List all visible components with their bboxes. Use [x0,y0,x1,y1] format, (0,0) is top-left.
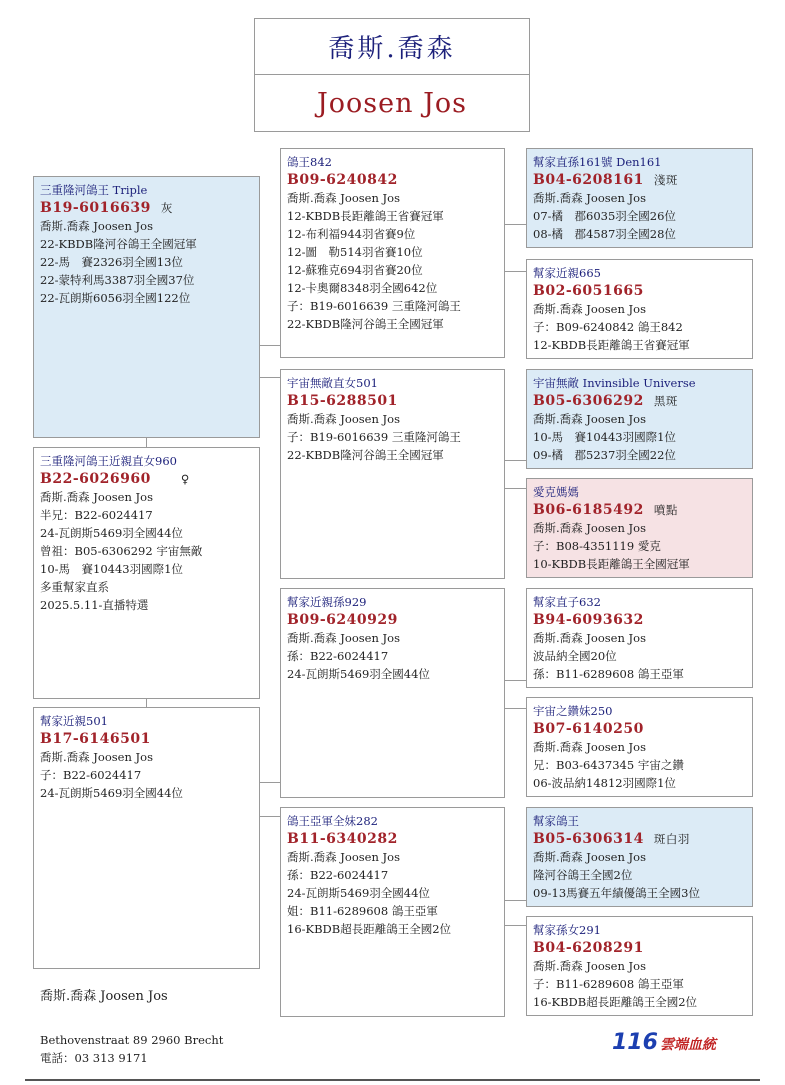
connector [504,708,526,709]
info-line: 22-瓦朗斯6056羽全國122位 [40,291,191,305]
info-line: 24-瓦朗斯5469羽全國44位 [287,886,430,900]
info-line: 喬斯.喬森 Joosen Jos [287,191,400,205]
info-line: 10-馬 賽10443羽國際1位 [40,562,183,576]
divider [25,1079,760,1081]
pigeon-card-great-grandparent[interactable] [526,148,753,248]
pigeon-title: 幫家近親665 [533,266,601,280]
info-line: 08-橘 郡4587羽全國28位 [533,227,676,241]
ring-number: B94-6093632 [533,612,644,628]
info-line: 喬斯.喬森 Joosen Jos [533,302,646,316]
pigeon-card-grandparent[interactable] [280,369,505,579]
pigeon-card-great-grandparent[interactable] [526,588,753,688]
breeder-phone: 電話：03 313 9171 [40,1051,148,1065]
info-line: 16-KBDB超長距離鴿王全國2位 [533,995,698,1009]
info-line: 喬斯.喬森 Joosen Jos [533,740,646,754]
info-line: 子：B09-6240842 鴿王842 [533,320,683,334]
pigeon-card-main[interactable] [33,176,260,438]
info-line: 07-橘 郡6035羽全國26位 [533,209,676,223]
ring-number: B04-6208291 [533,940,644,956]
info-line: 曾祖：B05-6306292 宇宙無敵 [40,544,203,558]
connector [146,698,147,707]
ring-number: B17-6146501 [40,731,151,747]
info-line: 09-13馬賽五年績優鴿王全國3位 [533,886,700,900]
ring-number: B09-6240929 [287,612,398,628]
info-line: 22-KBDB隆河谷鴿王全國冠軍 [287,448,444,462]
pigeon-title: 幫家鴿王 [533,814,579,828]
ring-number: B09-6240842 [287,172,398,188]
info-line: 子：B08-4351119 愛克 [533,539,661,553]
info-line: 2025.5.11-直播特選 [40,598,149,612]
connector [504,460,526,461]
info-line: 喬斯.喬森 Joosen Jos [40,490,153,504]
info-line: 06-波品納14812羽國際1位 [533,776,676,790]
info-line: 喬斯.喬森 Joosen Jos [533,191,646,205]
connector [146,437,147,447]
pedigree-header [254,18,530,132]
info-line: 子：B11-6289608 鴿王亞軍 [533,977,684,991]
info-line: 12-卡奧爾8348羽全國642位 [287,281,438,295]
info-line: 09-橘 郡5237羽全國22位 [533,448,676,462]
breeder-name: 喬斯.喬森 Joosen Jos [40,989,168,1004]
info-line: 喬斯.喬森 Joosen Jos [533,959,646,973]
pigeon-color: 黑斑 [653,394,678,408]
ring-number: B05-6306292 黑斑 [533,393,678,409]
pigeon-card-grandparent[interactable] [280,148,505,358]
info-line: 12-蘇雅克694羽省賽20位 [287,263,423,277]
info-line: 喬斯.喬森 Joosen Jos [40,219,153,233]
pigeon-color: 噴點 [653,503,678,517]
pigeon-color: 灰 [160,201,173,215]
pigeon-title: 宇宙之鑽妹250 [533,704,613,718]
connector [259,345,280,346]
info-line: 姐：B11-6289608 鴿王亞軍 [287,904,438,918]
info-line: 24-瓦朗斯5469羽全國44位 [40,526,183,540]
breeder-address: Bethovenstraat 89 2960 Brecht [40,1033,224,1047]
info-line: 22-馬 賽2326羽全國13位 [40,255,183,269]
info-line: 24-瓦朗斯5469羽全國44位 [287,667,430,681]
ring-number: B06-6185492 噴點 [533,502,678,518]
pigeon-color: 斑白羽 [653,832,690,846]
connector [504,900,526,901]
pigeon-title: 幫家近親501 [40,714,108,728]
info-line: 16-KBDB超長距離鴿王全國2位 [287,922,452,936]
info-line: 喬斯.喬森 Joosen Jos [533,521,646,535]
info-line: 10-馬 賽10443羽國際1位 [533,430,676,444]
pigeon-title: 鴿王842 [287,155,332,169]
connector [504,271,526,272]
site-logo[interactable] [612,1030,716,1055]
connector [504,488,526,489]
info-line: 子：B19-6016639 三重隆河鴿王 [287,430,461,444]
pigeon-title: 愛克媽媽 [533,485,579,499]
pigeon-card-great-grandparent[interactable] [526,916,753,1016]
pigeon-card-great-grandparent[interactable] [526,259,753,359]
ring-number: B05-6306314 斑白羽 [533,831,690,847]
info-line: 喬斯.喬森 Joosen Jos [287,412,400,426]
ring-number: B04-6208161 淺斑 [533,172,678,188]
pigeon-card-great-grandparent[interactable] [526,807,753,907]
pigeon-color: 淺斑 [653,173,678,187]
info-line: 喬斯.喬森 Joosen Jos [533,850,646,864]
info-line: 22-KBDB隆河谷鴿王全國冠軍 [40,237,197,251]
info-line: 孫：B11-6289608 鴿王亞軍 [533,667,684,681]
info-line: 子：B19-6016639 三重隆河鴿王 [287,299,461,313]
connector [259,782,280,783]
info-line: 10-KBDB長距離鴿王全國冠軍 [533,557,690,571]
info-line: 12-布利福944羽省賽9位 [287,227,416,241]
pigeon-card-grandparent[interactable] [280,588,505,798]
pigeon-title: 宇宙無敵 Invinsible Universe [533,376,696,390]
ring-number: B15-6288501 [287,393,398,409]
pigeon-title: 幫家直子632 [533,595,601,609]
info-line: 喬斯.喬森 Joosen Jos [287,850,400,864]
connector [504,224,526,225]
header-name-cn: 喬斯.喬森 [255,19,529,75]
ring-number: B19-6016639 灰 [40,200,173,216]
pigeon-title: 三重隆河鴿王 Triple [40,183,148,197]
info-line: 喬斯.喬森 Joosen Jos [533,412,646,426]
pigeon-card-parent[interactable] [33,707,260,969]
connector [259,816,280,817]
info-line: 孫：B22-6024417 [287,649,389,663]
info-line: 波品納全國20位 [533,649,617,663]
ring-number: B11-6340282 [287,831,398,847]
ring-number: B07-6140250 [533,721,644,737]
connector [504,680,526,681]
info-line: 半兄：B22-6024417 [40,508,153,522]
info-line: 隆河谷鴿王全國2位 [533,868,633,882]
ring-number: B22-6026960 ♀ [40,471,190,487]
info-line: 22-蒙特利馬3387羽全國37位 [40,273,195,287]
info-line: 兄：B03-6437345 宇宙之鑽 [533,758,684,772]
pigeon-card-grandparent[interactable] [280,807,505,1017]
info-line: 孫：B22-6024417 [287,868,389,882]
info-line: 12-KBDB長距離鴿王省賽冠軍 [533,338,690,352]
connector [504,925,526,926]
pigeon-card-parent[interactable] [33,447,260,699]
info-line: 24-瓦朗斯5469羽全國44位 [40,786,183,800]
header-name-en: Joosen Jos [316,88,468,119]
pigeon-card-great-grandparent[interactable] [526,478,753,578]
pigeon-title: 幫家孫女291 [533,923,601,937]
pigeon-sex: ♀ [180,472,190,486]
pigeon-card-great-grandparent[interactable] [526,697,753,797]
ring-number: B02-6051665 [533,283,644,299]
info-line: 12-圖 勒514羽省賽10位 [287,245,423,259]
connector [259,377,280,378]
logo-number: 116 [612,1030,658,1055]
pigeon-title: 幫家直孫161號 Den161 [533,155,662,169]
info-line: 12-KBDB長距離鴿王省賽冠軍 [287,209,444,223]
info-line: 喬斯.喬森 Joosen Jos [287,631,400,645]
pigeon-title: 鴿王亞軍全妹282 [287,814,378,828]
pigeon-title: 三重隆河鴿王近親直女960 [40,454,177,468]
logo-text: 雲端血統 [659,1037,716,1053]
pigeon-title: 幫家近親孫929 [287,595,367,609]
breeder-contact [40,1031,223,1067]
pigeon-card-great-grandparent[interactable] [526,369,753,469]
info-line: 喬斯.喬森 Joosen Jos [533,631,646,645]
info-line: 喬斯.喬森 Joosen Jos [40,750,153,764]
info-line: 子：B22-6024417 [40,768,142,782]
info-line: 22-KBDB隆河谷鴿王全國冠軍 [287,317,444,331]
info-line: 多重幫家直系 [40,580,109,594]
pigeon-title: 宇宙無敵直女501 [287,376,378,390]
